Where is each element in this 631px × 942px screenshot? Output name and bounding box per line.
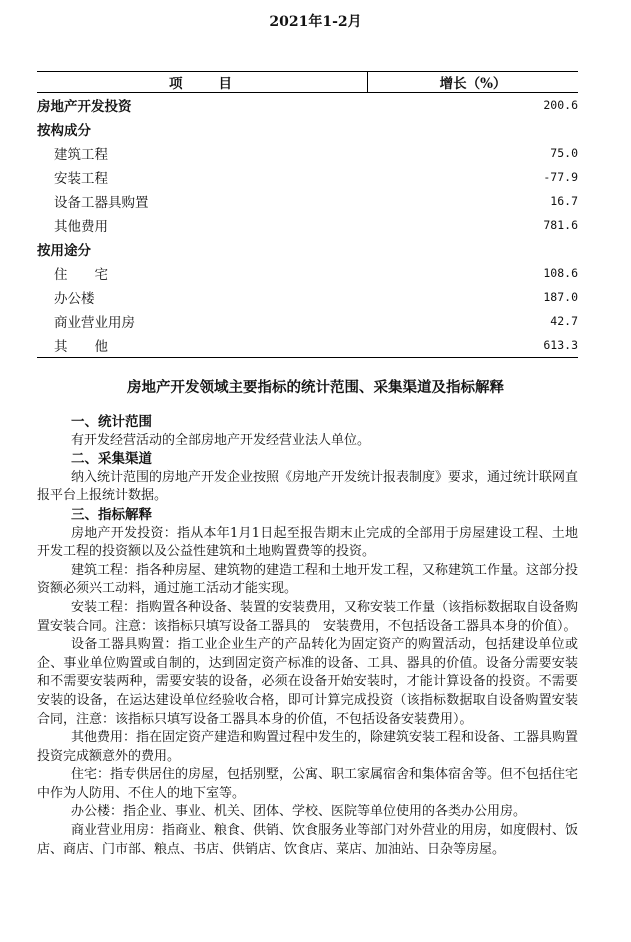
table-row: [37, 237, 578, 261]
section-paragraph: 建筑工程：指各种房屋、建筑物的建造工程和土地开发工程，又称建筑工作量。这部分投资额必须兴工动料，通过施工活动才能实现。: [37, 562, 579, 597]
row-label: 其 他: [37, 333, 368, 358]
section-paragraph: 住宅：指专供居住的房屋，包括别墅，公寓、职工家属宿舍和集体宿舍等。但不包括住宅中作为人防用、不住人的地下室等。: [37, 767, 579, 801]
row-label: 商业营业用房: [54, 315, 135, 331]
row-label: 按用途分: [37, 243, 91, 259]
table-row: [37, 309, 578, 333]
row-label: 房地产开发投资: [37, 99, 132, 115]
table-row: [37, 165, 578, 189]
row-label: 办公楼: [54, 291, 95, 307]
section-paragraph: 其他费用：指在固定资产建造和购置过程中发生的，除建筑安装工程和设备、工器具购置投资完成额意外的费用。: [37, 730, 579, 764]
section-paragraph: 安装工程：指购置各种设备、装置的安装费用，又称安装工作量（该指标数据取自设备购置安装合同。注意：该指标只填写设备工器具的 安装费用，不包括设备工器具本身的价值）。: [37, 599, 579, 634]
notes-title: 房地产开发领域主要指标的统计范围、采集渠道及指标解释: [127, 379, 504, 396]
row-label: 住 宅: [54, 267, 108, 283]
investment-growth-table: [37, 71, 578, 358]
table-body: [37, 93, 578, 358]
table-row: [37, 117, 578, 141]
row-label: 设备工器具购置: [54, 195, 149, 211]
section-heading: 三、指标解释: [71, 506, 152, 523]
table-row: [37, 261, 578, 285]
section-paragraph: 有开发经营活动的全部房地产开发经营业法人单位。: [71, 432, 371, 448]
row-label: 按构成分: [37, 123, 91, 139]
section-paragraph: 房地产开发投资：指从本年1月1日起至报告期末止完成的全部用于房屋建设工程、土地开发工程的投资额以及公益性建筑和土地购置费等的投资。: [37, 525, 578, 560]
row-label: 安装工程: [54, 171, 108, 187]
section-paragraph: 办公楼：指企业、事业、机关、团体、学校、医院等单位使用的各类办公用房。: [71, 804, 527, 820]
row-growth-value: [368, 237, 579, 261]
table-header-row: [37, 72, 578, 93]
section-heading: 二、采集渠道: [71, 451, 152, 468]
section-paragraph: 设备工器具购置：指工业企业生产的产品转化为固定资产的购置活动，包括建设单位或企、事业单位购置或自制的，达到固定资产标准的设备、工具、器具的价值。设备分需要安装和不需要安装两种，需要安装的设备，必须在设备开始安装时，才能计算设备的投资。不需要安装的设备，在运达建设单位经验收合格，即可计算完成投资（该指标数据取自设备购置安装合同，注意：该指标只填写设备工器具本身的价值，不包括设备安装费用）。: [37, 637, 578, 727]
row-growth-value: 108.6: [543, 266, 578, 280]
notes-body: [37, 413, 578, 859]
report-period: 2021年1-2月: [269, 14, 362, 30]
row-growth-value: 200.6: [543, 98, 578, 112]
row-growth-value: [368, 117, 579, 141]
row-growth-value: 781.6: [543, 218, 578, 232]
row-label: 建筑工程: [54, 147, 108, 163]
column-header-growth: 增长（%）: [368, 72, 579, 93]
row-growth-value: -77.9: [543, 170, 578, 184]
row-growth-value: 42.7: [550, 314, 578, 328]
section-paragraph: 商业营业用房：指商业、粮食、供销、饮食服务业等部门对外营业的用房，如度假村、饭店、商店、门市部、粮点、书店、供销店、饮食店、菜店、加油站、日杂等房屋。: [37, 823, 579, 857]
table-row: [37, 213, 578, 237]
row-growth-value: 187.0: [543, 290, 578, 304]
row-label: 其他费用: [54, 219, 108, 235]
table-row: [37, 285, 578, 309]
table-row: [37, 141, 578, 165]
table-row: [37, 333, 578, 358]
section-heading: 一、统计范围: [71, 414, 152, 430]
table-row: [37, 93, 578, 118]
row-growth-value: 16.7: [550, 194, 578, 208]
row-growth-value: 75.0: [550, 146, 578, 160]
column-header-item: 项 目: [37, 72, 368, 93]
row-growth-value: 613.3: [368, 333, 579, 358]
section-paragraph: 纳入统计范围的房地产开发企业按照《房地产开发统计报表制度》要求，通过统计联网直报平台上报统计数据。: [37, 469, 579, 504]
table-row: [37, 189, 578, 213]
